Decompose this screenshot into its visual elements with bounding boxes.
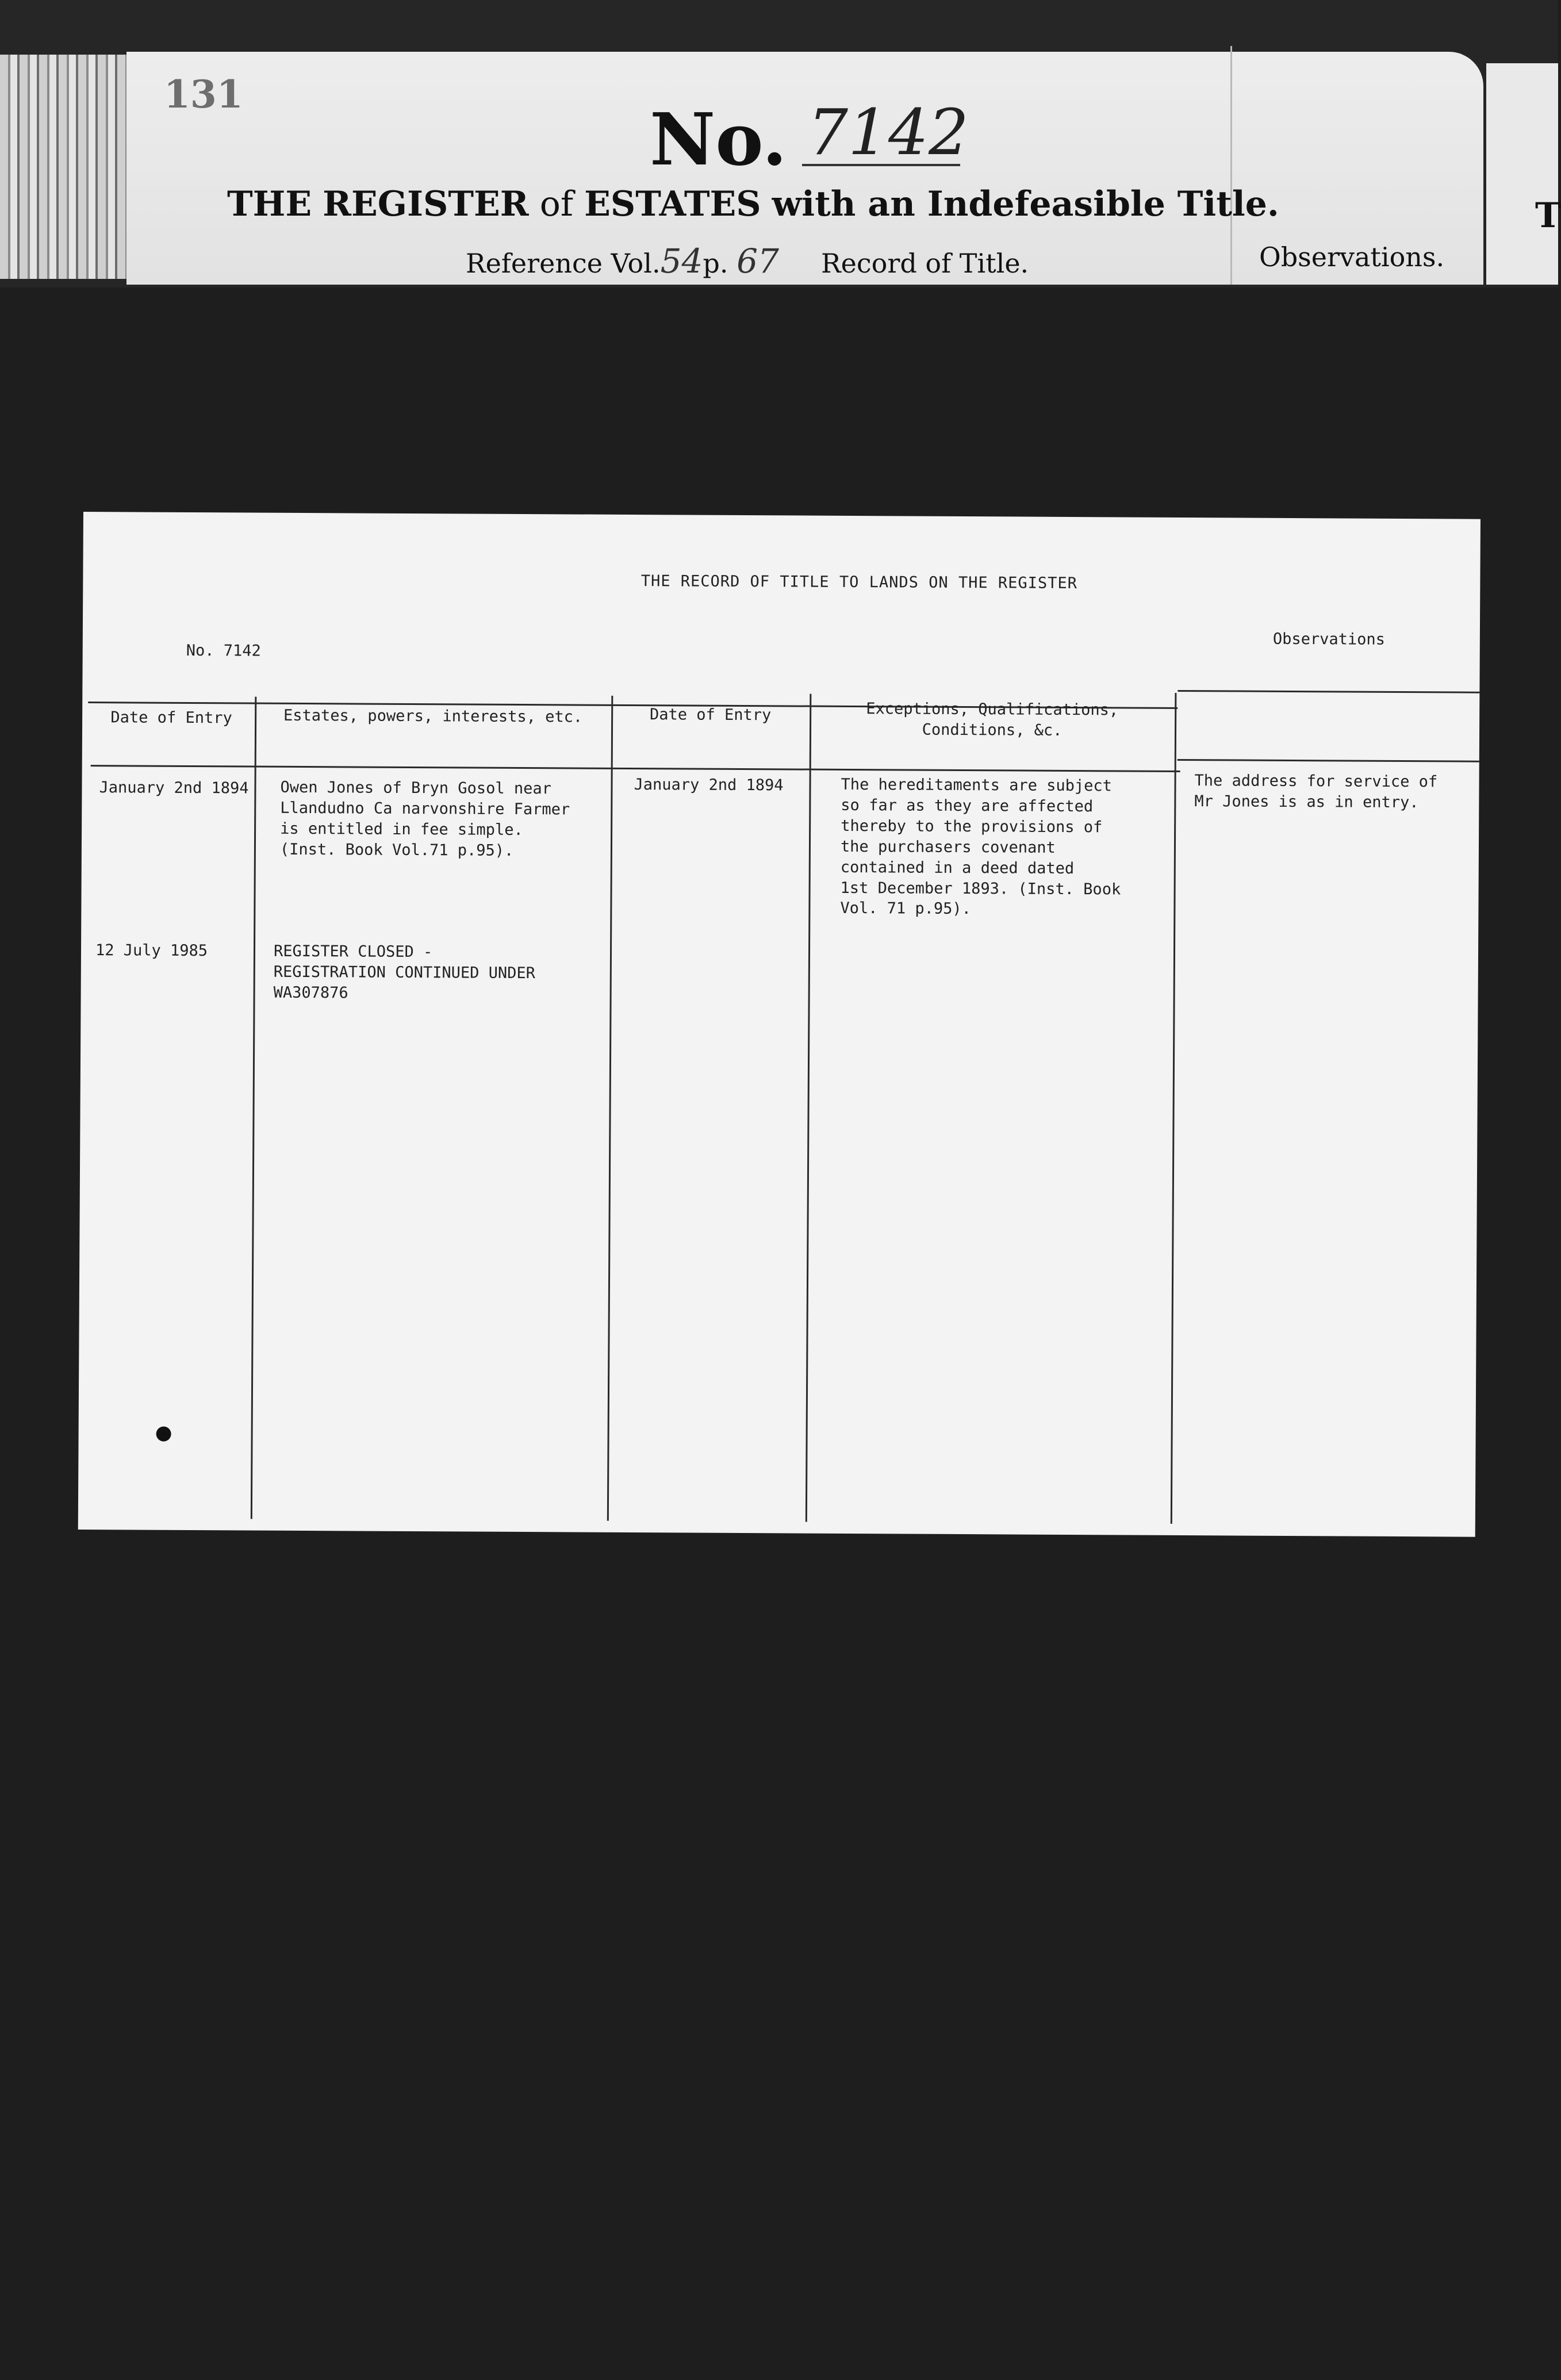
- register-title-the: THE: [227, 184, 312, 224]
- register-title-rest: with an Indefeasible Title.: [772, 184, 1279, 224]
- entry-1-date-2: January 2nd 1894: [634, 776, 784, 795]
- observations-bottom-rule: [1178, 759, 1479, 762]
- record-card: [78, 512, 1481, 1537]
- reference-volume: 54: [660, 242, 703, 281]
- entry-1-date: January 2nd 1894: [99, 779, 249, 798]
- column-divider-2: [607, 696, 613, 1521]
- register-title-of: of: [539, 184, 574, 224]
- reference-page: 67: [737, 242, 779, 281]
- reference-line: [466, 242, 1029, 281]
- ledger-right-page: [1486, 63, 1558, 285]
- right-page-letter: T: [1535, 196, 1561, 236]
- punch-hole: [156, 1427, 171, 1442]
- ledger-column-divider: [1230, 46, 1232, 285]
- card-observations-header: Observations: [1272, 630, 1386, 649]
- header-date-of-entry-1: Date of Entry: [110, 708, 232, 727]
- card-register-number: No. 7142: [186, 641, 261, 660]
- ledger-observations-label: Observations.: [1259, 242, 1445, 273]
- entry-1-observations: The address for service of Mr Jones is as in entry.: [1194, 772, 1438, 812]
- entry-2-estate: REGISTER CLOSED - REGISTRATION CONTINUED UNDER WA307876: [273, 942, 536, 1002]
- header-date-of-entry-2: Date of Entry: [649, 706, 772, 725]
- reference-label: Reference Vol.: [466, 248, 661, 279]
- column-divider-4: [1171, 693, 1177, 1524]
- ledger-strip: [0, 0, 1561, 288]
- register-number-value: 7142: [802, 101, 960, 166]
- ledger-page-number: 131: [164, 72, 243, 117]
- column-divider-3: [806, 694, 812, 1522]
- register-title-estates: ESTATES: [584, 184, 761, 224]
- card-title: THE RECORD OF TITLE TO LANDS ON THE REGISTER: [640, 572, 1078, 593]
- register-title-register: REGISTER: [323, 184, 529, 224]
- header-estates: Estates, powers, interests, etc.: [283, 706, 583, 726]
- entry-1-exceptions: The hereditaments are subject so far as they are affected thereby to the provisions of the purchasers covenant contained in a deed dated 1st December 1893. (Inst. Book Vol. 71 p.95).: [840, 775, 1121, 918]
- reference-page-label: p.: [703, 248, 728, 279]
- register-title: [227, 184, 1279, 224]
- entry-1-estate: Owen Jones of Bryn Gosol near Llandudno Ca narvonshire Farmer is entitled in fee simple. (Inst. Book Vol.71 p.95).: [279, 778, 570, 860]
- observations-top-rule: [1178, 690, 1479, 693]
- header-exceptions: Exceptions, Qualifications, Conditions, &c.: [866, 700, 1119, 740]
- ledger-page-edges: [0, 55, 132, 279]
- column-divider-1: [251, 697, 256, 1519]
- register-number-label: No.: [650, 98, 787, 182]
- record-of-title-label: Record of Title.: [821, 248, 1029, 279]
- entry-2-date: 12 July 1985: [95, 941, 208, 960]
